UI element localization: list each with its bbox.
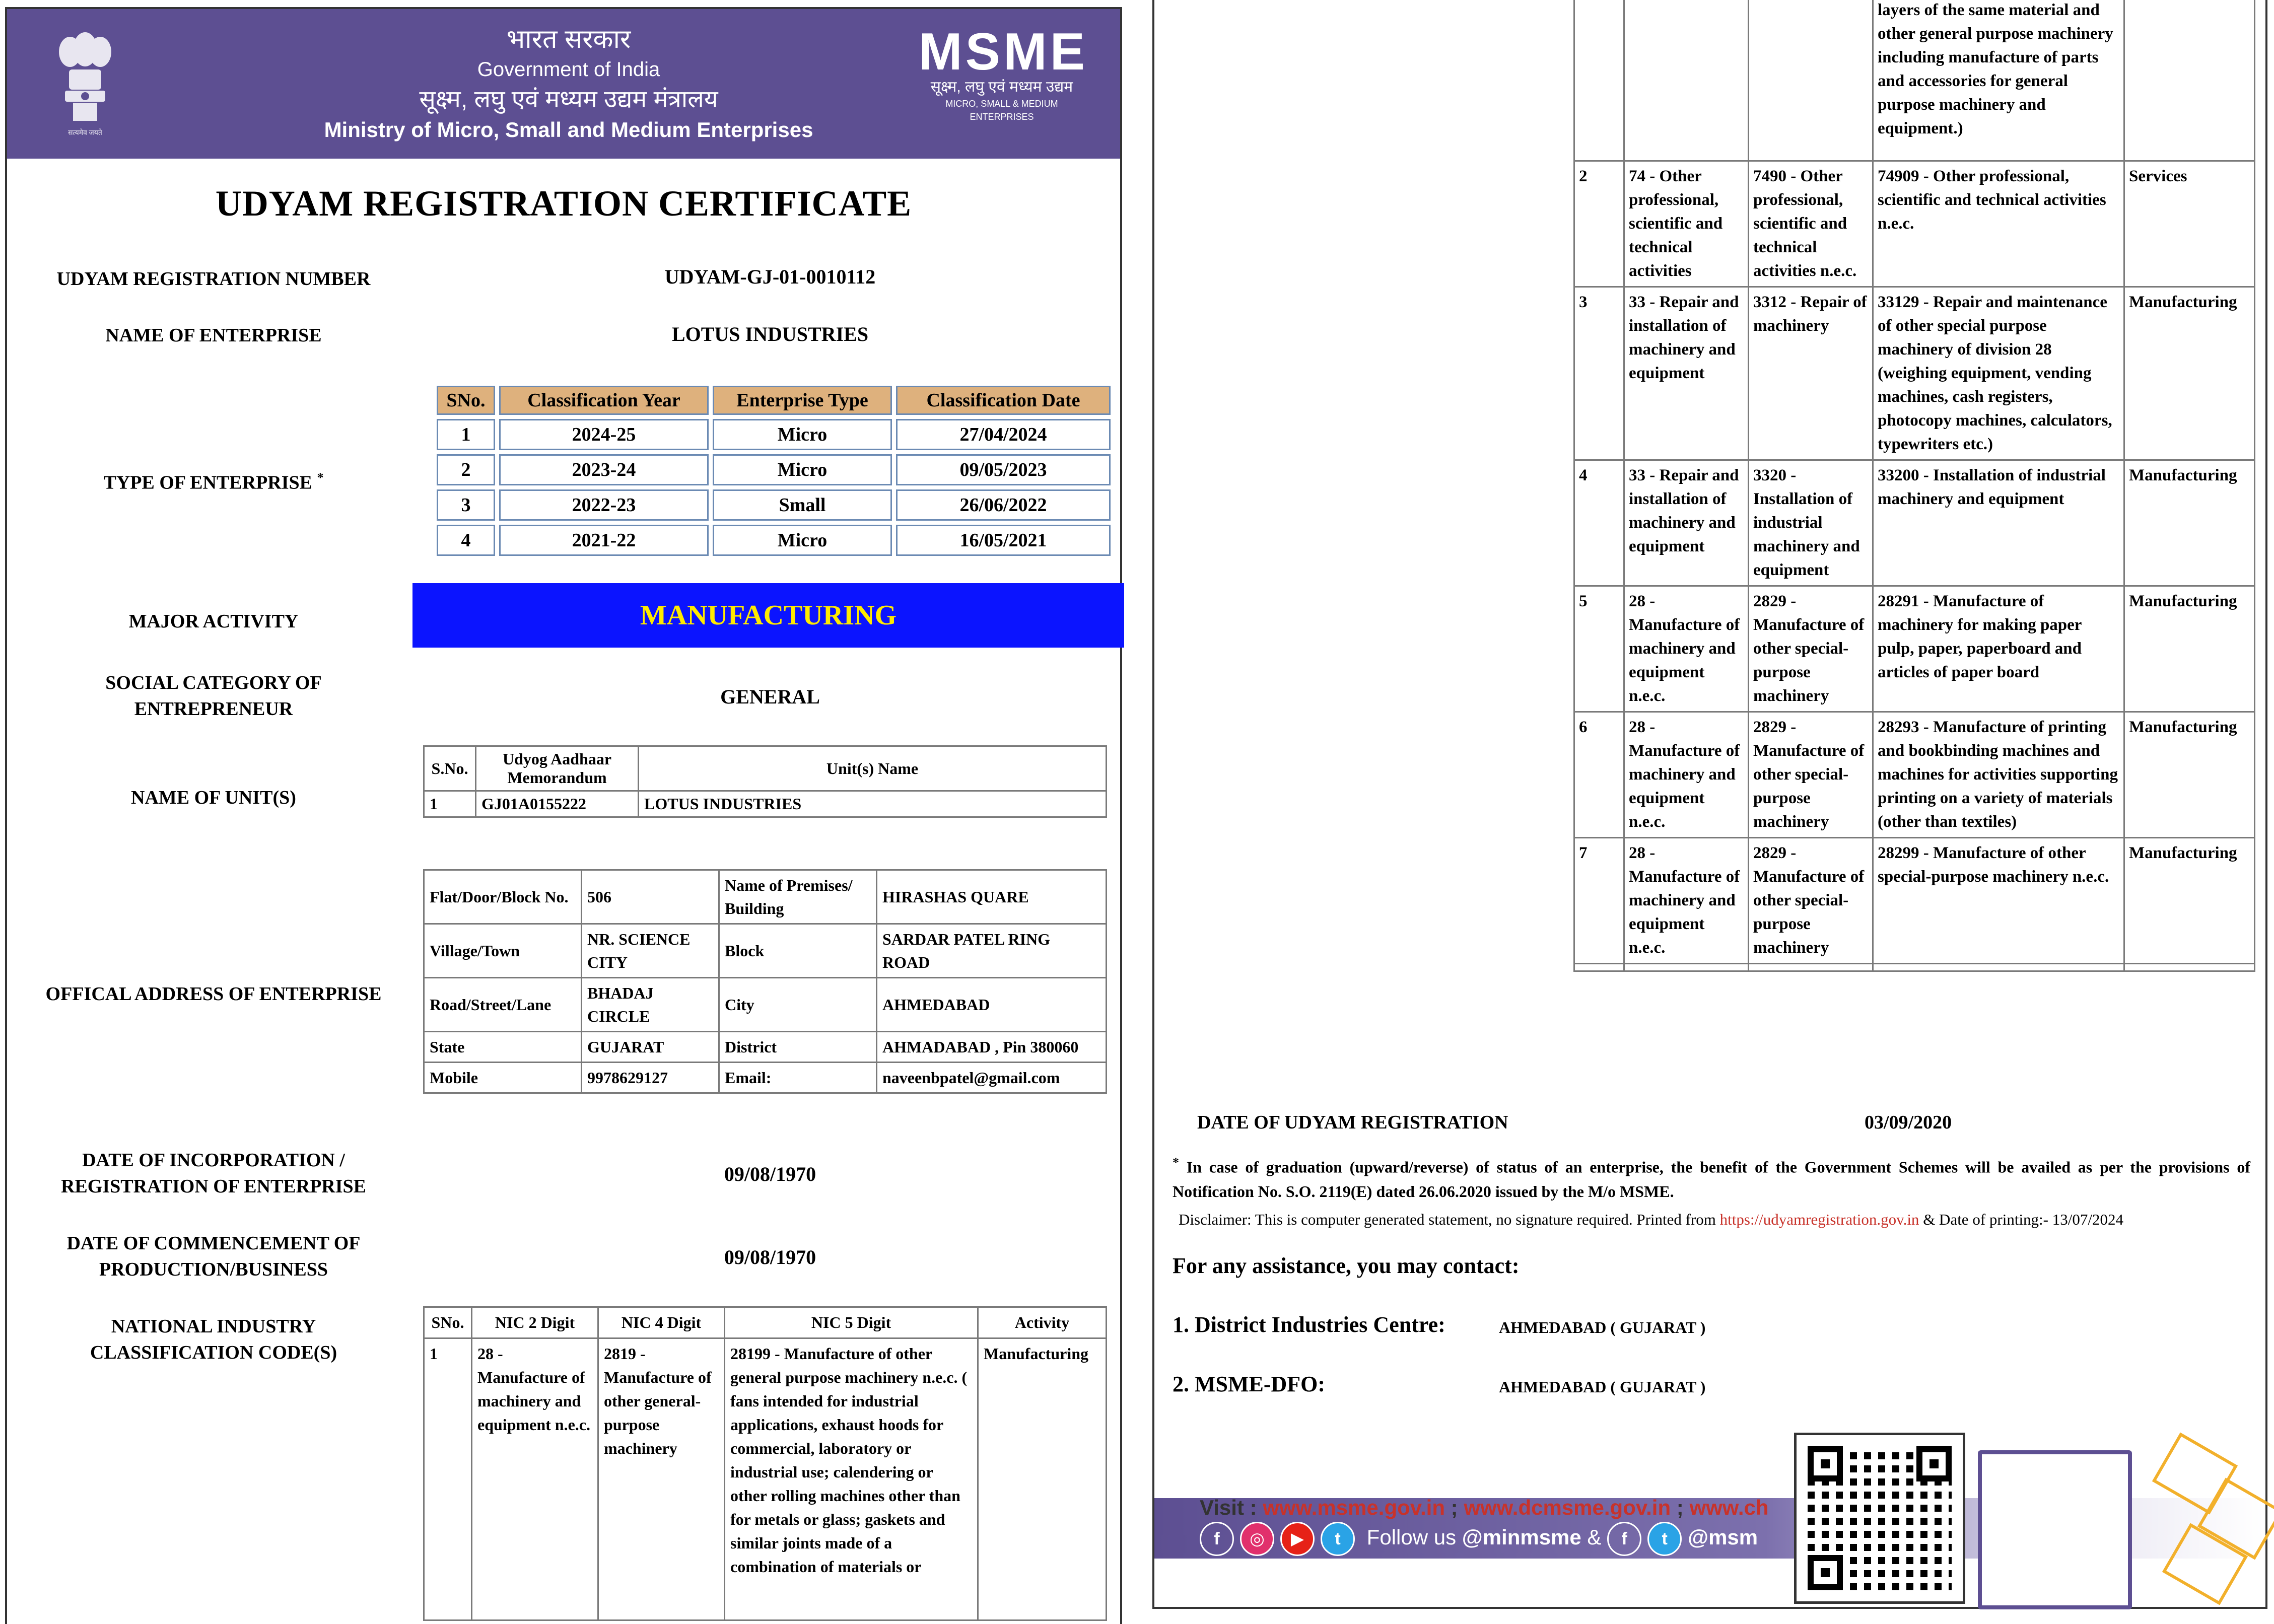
reg-number-label: UDYAM REGISTRATION NUMBER bbox=[56, 268, 371, 290]
twitter-icon[interactable]: t bbox=[1647, 1522, 1682, 1556]
table-row bbox=[1574, 838, 2255, 964]
cell: 4 bbox=[437, 525, 495, 556]
commencement-label-line: PRODUCTION/BUSINESS bbox=[99, 1259, 328, 1280]
cell: Small bbox=[713, 489, 892, 521]
disclaimer-date: & Date of printing:- 13/07/2024 bbox=[1919, 1211, 2123, 1228]
social-category-value: GENERAL bbox=[720, 685, 820, 708]
cell: 33 - Repair and installation of machinery and equipment bbox=[1624, 287, 1749, 460]
table-row bbox=[424, 924, 1107, 978]
visit-label: Visit : bbox=[1200, 1496, 1263, 1519]
cell: Email: bbox=[719, 1063, 877, 1093]
cell: 2022-23 bbox=[499, 489, 709, 521]
cell: 74 - Other professional, scientific and technical activities bbox=[1624, 161, 1749, 287]
hindi-ministry-text: सूक्ष्म, लघु एवं मध्यम उद्यम मंत्रालय bbox=[419, 86, 718, 113]
cell: 28199 - Manufacture of other general purpose machinery n.e.c. ( fans intended for industrial applications, exhaust hoods for commercial, laboratory or industrial use; calendering or other rolling machines other than for metals or glass; gaskets and similar joints made of a combination of materials or bbox=[725, 1338, 978, 1620]
cell: 3 bbox=[1574, 287, 1624, 460]
cell bbox=[1574, 964, 1624, 971]
cell bbox=[1749, 964, 1873, 971]
udyam-reg-date-value: 03/09/2020 bbox=[1865, 1112, 1952, 1133]
cell: 2 bbox=[1574, 161, 1624, 287]
ampersand: & bbox=[1581, 1525, 1608, 1549]
classification-row bbox=[437, 454, 1111, 485]
certificate-title: UDYAM REGISTRATION CERTIFICATE bbox=[215, 183, 912, 224]
disclaimer bbox=[1179, 1208, 2261, 1232]
cell: 28 - Manufacture of machinery and equipment n.e.c. bbox=[1624, 712, 1749, 838]
table-row bbox=[1574, 712, 2255, 838]
certificate-page-2 bbox=[1152, 0, 2267, 1609]
table-row bbox=[424, 1063, 1107, 1093]
dfo-value: AHMEDABAD ( GUJARAT ) bbox=[1499, 1378, 1706, 1396]
msme-logo-hindi: सूक्ष्म, लघु एवं मध्यम उद्यम bbox=[930, 79, 1073, 95]
cell: City bbox=[719, 978, 877, 1032]
nic-header: NIC 2 Digit bbox=[472, 1307, 598, 1338]
social-category-label-line: ENTREPRENEUR bbox=[134, 698, 293, 720]
commencement-label bbox=[32, 1230, 395, 1283]
cell: LOTUS INDUSTRIES bbox=[639, 791, 1107, 817]
cell: Manufacturing bbox=[2124, 287, 2255, 460]
cell: 2021-22 bbox=[499, 525, 709, 556]
footnote-marker: * bbox=[317, 470, 324, 485]
cell bbox=[1624, 0, 1749, 161]
cell bbox=[1749, 0, 1873, 161]
cell: 9978629127 bbox=[582, 1063, 719, 1093]
incorporation-label-line: DATE OF INCORPORATION / bbox=[82, 1150, 345, 1171]
cell: District bbox=[719, 1032, 877, 1063]
footnote-marker: * bbox=[1173, 1155, 1179, 1170]
incorporation-label-line: REGISTRATION OF ENTERPRISE bbox=[60, 1176, 366, 1197]
cell bbox=[1873, 964, 2124, 971]
cell: Manufacturing bbox=[2124, 586, 2255, 712]
units-table bbox=[423, 745, 1107, 818]
separator: ; bbox=[1671, 1496, 1690, 1519]
cell: Manufacturing bbox=[2124, 838, 2255, 964]
cell: Micro bbox=[713, 419, 892, 450]
msme-logo-text: MSME bbox=[919, 23, 1088, 81]
instagram-icon[interactable]: ◎ bbox=[1240, 1522, 1274, 1556]
cell: 2 bbox=[437, 454, 495, 485]
cell: Manufacturing bbox=[2124, 460, 2255, 586]
qr-code bbox=[1794, 1433, 1965, 1604]
assistance-heading: For any assistance, you may contact: bbox=[1173, 1253, 1520, 1278]
cell: Micro bbox=[713, 454, 892, 485]
classification-header: Classification Date bbox=[896, 386, 1111, 415]
national-emblem-icon bbox=[55, 29, 115, 140]
cell: Road/Street/Lane bbox=[424, 978, 582, 1032]
cell bbox=[2124, 0, 2255, 161]
classification-row bbox=[437, 525, 1111, 556]
cell: 28299 - Manufacture of other special-purpose machinery n.e.c. bbox=[1873, 838, 2124, 964]
cell: Services bbox=[2124, 161, 2255, 287]
twitter-icon[interactable]: t bbox=[1321, 1522, 1355, 1556]
cell bbox=[1624, 964, 1749, 971]
cell: State bbox=[424, 1032, 582, 1063]
udyam-registration-link[interactable]: https://udyamregistration.gov.in bbox=[1719, 1211, 1919, 1228]
classification-table bbox=[433, 382, 1115, 560]
cell: 1 bbox=[424, 791, 476, 817]
graduation-footnote bbox=[1173, 1151, 2250, 1204]
cell: 2024-25 bbox=[499, 419, 709, 450]
header-banner bbox=[7, 9, 1120, 159]
classification-header: Enterprise Type bbox=[713, 386, 892, 415]
cell bbox=[1574, 0, 1624, 161]
cell: 2829 - Manufacture of other special-purpose machinery bbox=[1749, 712, 1873, 838]
cell: 16/05/2021 bbox=[896, 525, 1111, 556]
cell: 33129 - Repair and maintenance of other special purpose machinery of division 28 (weighing equipment, vending machines, cash registers, photocopy machines, calculators, typewriters etc.) bbox=[1873, 287, 2124, 460]
type-label-text: TYPE OF ENTERPRISE bbox=[103, 472, 313, 493]
commencement-date: 09/08/1970 bbox=[724, 1246, 816, 1268]
msme-logo bbox=[919, 23, 1088, 123]
cell: 3 bbox=[437, 489, 495, 521]
dcmsme-link[interactable]: www.dcmsme.gov.in bbox=[1464, 1496, 1671, 1519]
cell: Village/Town bbox=[424, 924, 582, 978]
enterprise-name-value: LOTUS INDUSTRIES bbox=[671, 323, 869, 345]
cell: 7490 - Other professional, scientific and technical activities n.e.c. bbox=[1749, 161, 1873, 287]
classification-header: Classification Year bbox=[499, 386, 709, 415]
cell: 506 bbox=[582, 870, 719, 924]
footnote-text: In case of graduation (upward/reverse) of status of an enterprise, the benefit of the Government Schemes will be availed as per the provisions of Notification No. S.O. 2119(E) dated 26.06.2020 issued by the M/o MSME. bbox=[1173, 1158, 2251, 1201]
cell: 33200 - Installation of industrial machinery and equipment bbox=[1873, 460, 2124, 586]
table-row bbox=[424, 1032, 1107, 1063]
handle-2: @msm bbox=[1688, 1525, 1758, 1549]
government-text: Government of India bbox=[477, 58, 660, 81]
cell: 28 - Manufacture of machinery and equipment n.e.c. bbox=[1624, 838, 1749, 964]
units-label: NAME OF UNIT(S) bbox=[131, 787, 296, 808]
table-row bbox=[1574, 964, 2255, 971]
cell: 28293 - Manufacture of printing and bookbinding machines and machines for activities supporting printing on a variety of materials (other than textiles) bbox=[1873, 712, 2124, 838]
table-row bbox=[424, 791, 1107, 817]
nic-label-line: NATIONAL INDUSTRY bbox=[111, 1316, 316, 1337]
major-activity-label: MAJOR ACTIVITY bbox=[128, 611, 299, 632]
nic-header: NIC 5 Digit bbox=[725, 1307, 978, 1338]
nic-header: NIC 4 Digit bbox=[598, 1307, 725, 1338]
social-category-label-line: SOCIAL CATEGORY OF bbox=[105, 672, 322, 693]
incorporation-date: 09/08/1970 bbox=[724, 1163, 816, 1185]
units-header: S.No. bbox=[424, 746, 476, 791]
nic-header-row bbox=[424, 1307, 1107, 1338]
table-row bbox=[1574, 287, 2255, 460]
cell: GUJARAT bbox=[582, 1032, 719, 1063]
ministry-text: Ministry of Micro, Small and Medium Enterprises bbox=[324, 118, 813, 142]
cell: 4 bbox=[1574, 460, 1624, 586]
table-row bbox=[1574, 460, 2255, 586]
table-row bbox=[1574, 586, 2255, 712]
cell: 7 bbox=[1574, 838, 1624, 964]
cell: 5 bbox=[1574, 586, 1624, 712]
cell: naveenbpatel@gmail.com bbox=[877, 1063, 1107, 1093]
nic-table bbox=[423, 1306, 1107, 1621]
cell: 09/05/2023 bbox=[896, 454, 1111, 485]
table-row bbox=[424, 1338, 1107, 1620]
cell: BHADAJ CIRCLE bbox=[582, 978, 719, 1032]
classification-header-row bbox=[437, 386, 1111, 415]
cell: 28291 - Manufacture of machinery for making paper pulp, paper, paperboard and articles of paper board bbox=[1873, 586, 2124, 712]
cell: 74909 - Other professional, scientific and technical activities n.e.c. bbox=[1873, 161, 2124, 287]
cell: 2023-24 bbox=[499, 454, 709, 485]
photo-frame bbox=[1978, 1450, 2132, 1609]
dic-label: 1. District Industries Centre: bbox=[1173, 1312, 1445, 1337]
commencement-label-line: DATE OF COMMENCEMENT OF bbox=[66, 1233, 361, 1254]
address-table bbox=[423, 869, 1107, 1094]
certificate-page-1 bbox=[5, 7, 1122, 1624]
dic-value: AHMEDABAD ( GUJARAT ) bbox=[1499, 1318, 1706, 1336]
units-header: Unit(s) Name bbox=[639, 746, 1107, 791]
youtube-icon[interactable]: ▶ bbox=[1280, 1522, 1315, 1556]
disclaimer-text: Disclaimer: This is computer generated statement, no signature required. Printed from bbox=[1179, 1211, 1720, 1228]
units-header: Udyog Aadhaar Memorandum bbox=[476, 746, 639, 791]
cell: Mobile bbox=[424, 1063, 582, 1093]
cell: AHMEDABAD bbox=[877, 978, 1107, 1032]
cell: 6 bbox=[1574, 712, 1624, 838]
cell: 3320 - Installation of industrial machinery and equipment bbox=[1749, 460, 1873, 586]
nic-label bbox=[32, 1313, 395, 1366]
units-header-row bbox=[424, 746, 1107, 791]
cell: 33 - Repair and installation of machinery and equipment bbox=[1624, 460, 1749, 586]
incorporation-label bbox=[32, 1147, 395, 1199]
cell: 28 - Manufacture of machinery and equipment n.e.c. bbox=[1624, 586, 1749, 712]
cell: 3312 - Repair of machinery bbox=[1749, 287, 1873, 460]
cell: 2829 - Manufacture of other special-purpose machinery bbox=[1749, 586, 1873, 712]
facebook-icon[interactable]: f bbox=[1200, 1522, 1234, 1556]
separator: ; bbox=[1445, 1496, 1464, 1519]
cell: Flat/Door/Block No. bbox=[424, 870, 582, 924]
nic-header: SNo. bbox=[424, 1307, 472, 1338]
cell bbox=[2124, 964, 2255, 971]
dfo-label: 2. MSME-DFO: bbox=[1173, 1372, 1326, 1396]
qr-finder bbox=[1808, 1555, 1843, 1590]
follow-us-row bbox=[1200, 1522, 1758, 1556]
table-row bbox=[424, 870, 1107, 924]
cell: Manufacturing bbox=[978, 1338, 1107, 1620]
cell: AHMADABAD , Pin 380060 bbox=[877, 1032, 1107, 1063]
qr-finder bbox=[1916, 1446, 1952, 1481]
classification-row bbox=[437, 419, 1111, 450]
cell: GJ01A0155222 bbox=[476, 791, 639, 817]
cell: 27/04/2024 bbox=[896, 419, 1111, 450]
cell: NR. SCIENCE CITY bbox=[582, 924, 719, 978]
cell: 1 bbox=[424, 1338, 472, 1620]
qr-finder bbox=[1808, 1446, 1843, 1481]
reg-number-value: UDYAM-GJ-01-0010112 bbox=[664, 265, 876, 288]
cell: 2819 - Manufacture of other general-purpose machinery bbox=[598, 1338, 725, 1620]
facebook-icon[interactable]: f bbox=[1607, 1522, 1641, 1556]
cell: Block bbox=[719, 924, 877, 978]
cell: 2829 - Manufacture of other special-purpose machinery bbox=[1749, 838, 1873, 964]
udyam-reg-date-label: DATE OF UDYAM REGISTRATION bbox=[1197, 1112, 1508, 1133]
nic-table-continued bbox=[1573, 0, 2255, 972]
address-label: OFFICAL ADDRESS OF ENTERPRISE bbox=[45, 983, 382, 1005]
nic-header: Activity bbox=[978, 1307, 1107, 1338]
cell: 26/06/2022 bbox=[896, 489, 1111, 521]
visit-links bbox=[1200, 1496, 1769, 1520]
hindi-government-text: भारत सरकार bbox=[506, 25, 631, 54]
type-of-enterprise-label bbox=[32, 465, 395, 496]
cell: Micro bbox=[713, 525, 892, 556]
major-activity-value: MANUFACTURING bbox=[412, 583, 1124, 648]
msme-link[interactable]: www.msme.gov.in bbox=[1263, 1496, 1445, 1519]
cell: Name of Premises/ Building bbox=[719, 870, 877, 924]
cell: SARDAR PATEL RING ROAD bbox=[877, 924, 1107, 978]
follow-label: Follow us bbox=[1366, 1525, 1462, 1549]
cell: Manufacturing bbox=[2124, 712, 2255, 838]
cell: HIRASHAS QUARE bbox=[877, 870, 1107, 924]
table-row bbox=[1574, 161, 2255, 287]
handle: @minmsme bbox=[1462, 1525, 1581, 1549]
enterprise-name-label: NAME OF ENTERPRISE bbox=[105, 325, 322, 346]
classification-row bbox=[437, 489, 1111, 521]
classification-header: SNo. bbox=[437, 386, 495, 415]
msme-logo-subtitle: MICRO, SMALL & MEDIUM ENTERPRISES bbox=[945, 99, 1058, 122]
nic-label-line: CLASSIFICATION CODE(S) bbox=[90, 1342, 337, 1363]
social-category-label bbox=[32, 670, 395, 722]
cell: 28 - Manufacture of machinery and equipment n.e.c. bbox=[472, 1338, 598, 1620]
champions-link[interactable]: www.ch bbox=[1689, 1496, 1769, 1519]
table-row bbox=[424, 978, 1107, 1032]
cell: layers of the same material and other general purpose machinery including manufacture of parts and accessories for general purpose machinery and equipment.) bbox=[1873, 0, 2124, 161]
table-row bbox=[1574, 0, 2255, 161]
cell: 1 bbox=[437, 419, 495, 450]
government-title bbox=[279, 24, 858, 145]
svg-text:सत्यमेव जयते: सत्यमेव जयते bbox=[68, 129, 102, 137]
